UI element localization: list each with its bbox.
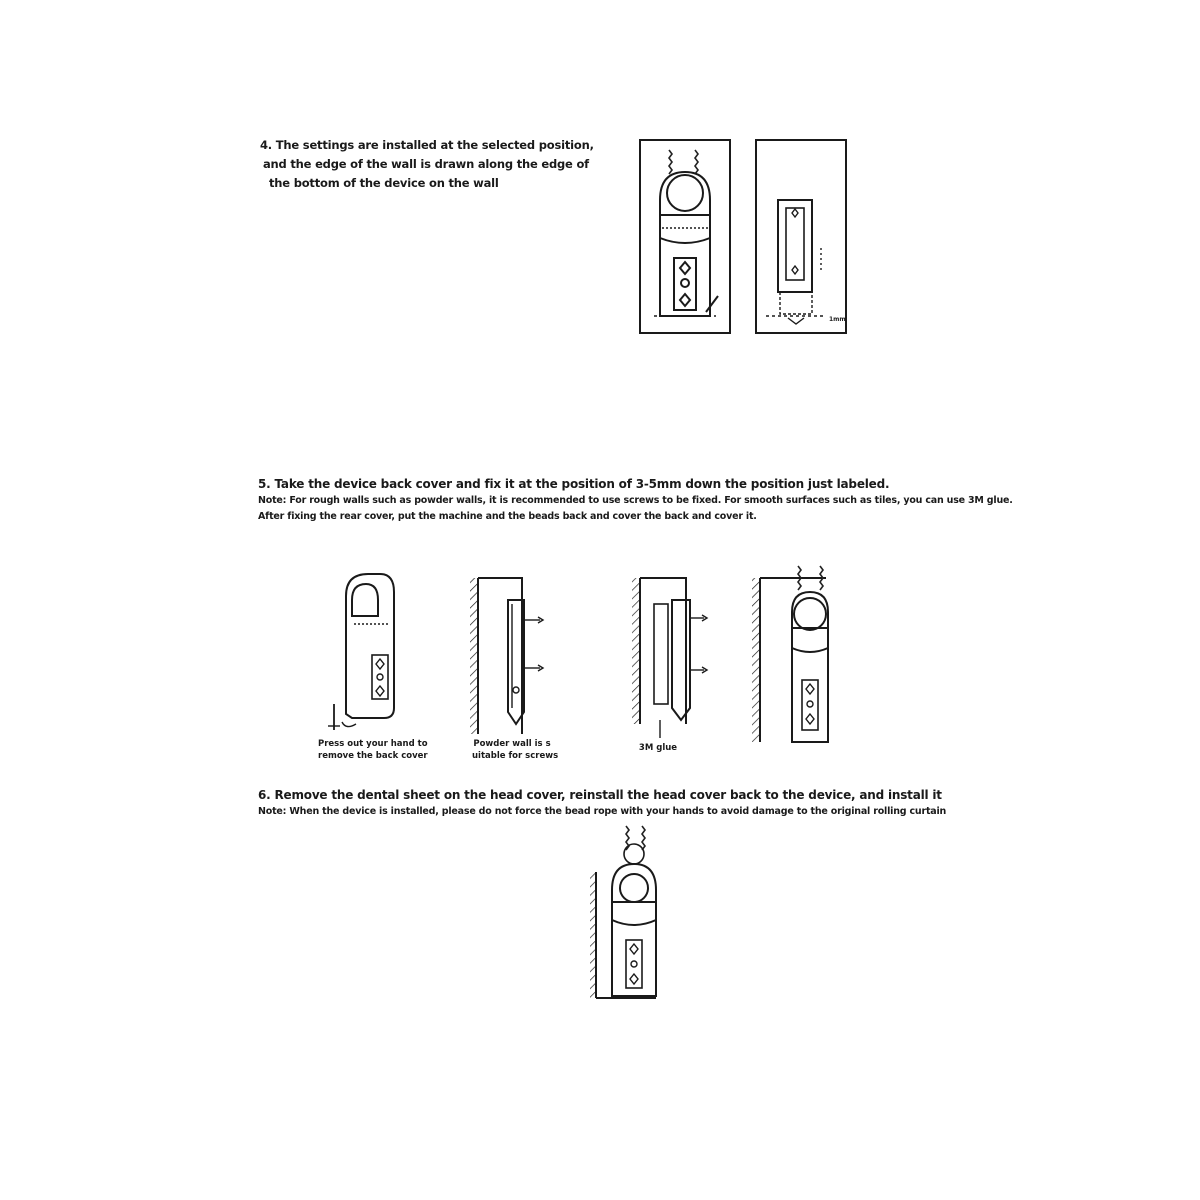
step-6-title: 6. Remove the dental sheet on the head cover, reinstall the head cover back to the device, and install it [258, 788, 942, 802]
step-4-figure-marked-outline [756, 140, 846, 333]
caption-a-line-1: Press out your hand to [318, 739, 428, 749]
step-5-note-2: After fixing the rear cover, put the machine and the beads back and cover the back and cover it. [258, 511, 757, 522]
step-5-figure-installed [752, 566, 828, 742]
step-4-line-2: and the edge of the wall is drawn along the edge of [263, 157, 589, 171]
step-5-figure-3m-glue [632, 578, 707, 738]
caption-b-line-1: Powder wall is s [473, 739, 551, 749]
caption-a-line-2: remove the back cover [318, 751, 428, 761]
caption-3m-glue: 3M glue [638, 743, 678, 753]
dimension-label: 1mm [829, 316, 846, 323]
step-5-figure-remove-cover [328, 574, 394, 730]
step-6-figure-head-cover [590, 826, 656, 998]
step-5-title: 5. Take the device back cover and fix it at the position of 3-5mm down the position just labeled. [258, 477, 890, 491]
step-4-line-3: the bottom of the device on the wall [269, 176, 499, 190]
step-4-figure-device-on-wall [640, 140, 730, 333]
step-4-line-1: 4. The settings are installed at the selected position, [260, 138, 594, 152]
caption-b-line-2: uitable for screws [472, 751, 559, 761]
step-5-note-1: Note: For rough walls such as powder walls, it is recommended to use screws to be fixed. For smooth surfaces such as tiles, you can use 3M glue. [258, 495, 1013, 506]
step-6-note: Note: When the device is installed, please do not force the bead rope with your hands to avoid damage to the original rolling curtain [258, 806, 947, 817]
step-5-figure-screws [470, 578, 543, 734]
